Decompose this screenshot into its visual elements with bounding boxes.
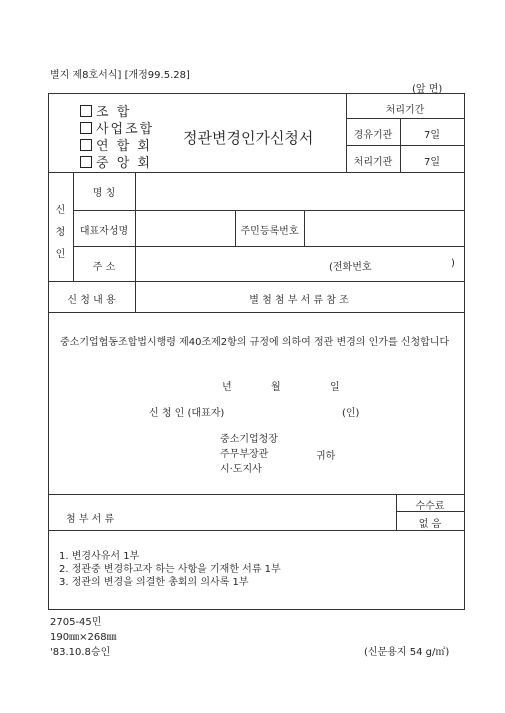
approval-date: '83.10.8승인 (50, 647, 111, 658)
date-month-label: 월 (271, 382, 281, 393)
phone-close: ) (451, 258, 455, 269)
paper-size: 190㎜×268㎜ (50, 632, 117, 643)
phone-field[interactable] (385, 250, 447, 277)
divider (346, 145, 464, 146)
attachment-list (59, 550, 281, 589)
representative-name-label: 대표자성명 (79, 226, 129, 237)
divider (135, 172, 136, 281)
recipient-competent-minister: 주무부장관 (220, 449, 269, 460)
category-label: 연 합 회 (96, 139, 152, 154)
divider (48, 172, 464, 173)
divider (48, 312, 464, 313)
form-number: 별지 제8호서식] [개정99.5.28] (50, 70, 190, 81)
attachment-item: 3. 정관의 변경을 의결한 총회의 의사록 1부 (59, 577, 249, 588)
category-label: 조 합 (96, 105, 132, 120)
processing-period-label: 처리기간 (385, 105, 425, 116)
divider (48, 494, 464, 495)
recipient-list (220, 432, 278, 477)
name-label: 명 칭 (92, 188, 116, 199)
name-field[interactable] (137, 174, 462, 208)
form-code: 2705-45민 (50, 617, 102, 628)
request-content-value: 별 첨 첨 부 서 류 참 조 (249, 295, 349, 306)
divider (48, 530, 464, 531)
representative-name-field[interactable] (137, 212, 233, 244)
date-year-label: 년 (222, 382, 232, 393)
divider (48, 281, 464, 282)
attachment-item: 1. 변경사유서 1부 (59, 551, 140, 562)
honorific-label: 귀하 (316, 451, 336, 462)
checkbox-icon[interactable] (80, 122, 92, 134)
address-field[interactable] (137, 248, 327, 279)
divider (346, 118, 464, 119)
form-title: 정관변경인가신청서 (183, 129, 314, 147)
request-content-label: 신 청 내 용 (67, 295, 116, 306)
date-day-label: 일 (330, 382, 340, 393)
via-agency-label: 경유기관 (353, 130, 393, 141)
applicant-section-label (48, 200, 73, 266)
applicant-signature-field[interactable] (232, 398, 332, 418)
category-option-central-association[interactable] (80, 152, 152, 171)
divider (304, 210, 305, 246)
category-label: 사업조합 (96, 122, 155, 137)
applicant-label-char: 신 (55, 205, 66, 216)
seal-label: (인) (342, 408, 360, 419)
checkbox-icon[interactable] (80, 105, 92, 117)
applicant-label-char: 인 (55, 249, 66, 260)
attachment-item: 2. 정관중 변경하고자 하는 사항을 기재한 서류 1부 (59, 564, 281, 575)
resident-number-field[interactable] (306, 212, 462, 244)
attachments-label: 첨 부 서 류 (66, 514, 115, 525)
category-label: 중 앙 회 (96, 156, 152, 171)
checkbox-icon[interactable] (80, 139, 92, 151)
divider (73, 246, 464, 247)
fee-label: 수수료 (415, 501, 445, 512)
applicant-label-char: 청 (55, 227, 66, 238)
resident-number-label: 주민등록번호 (240, 226, 299, 237)
recipient-sme-administration: 중소기업청장 (220, 434, 278, 445)
page-side-label: (앞 면) (412, 84, 443, 95)
processing-agency-label: 처리기관 (353, 157, 393, 168)
divider (73, 210, 464, 211)
fee-value: 없 음 (418, 519, 442, 530)
application-statement: 중소기업협동조합법시행령 제40조제2항의 규정에 의하여 정관 변경의 인가를 신청합니다 (60, 337, 450, 348)
applicant-signature-label: 신 청 인 (대표자) (149, 408, 225, 419)
paper-weight: (신문용지 54 g/㎡) (364, 647, 450, 658)
phone-label: (전화번호 (329, 262, 372, 273)
recipient-governor: 시·도지사 (220, 464, 262, 475)
address-label: 주 소 (92, 262, 116, 273)
processing-agency-days: 7일 (423, 157, 441, 168)
via-agency-days: 7일 (423, 130, 441, 141)
checkbox-icon[interactable] (80, 156, 92, 168)
